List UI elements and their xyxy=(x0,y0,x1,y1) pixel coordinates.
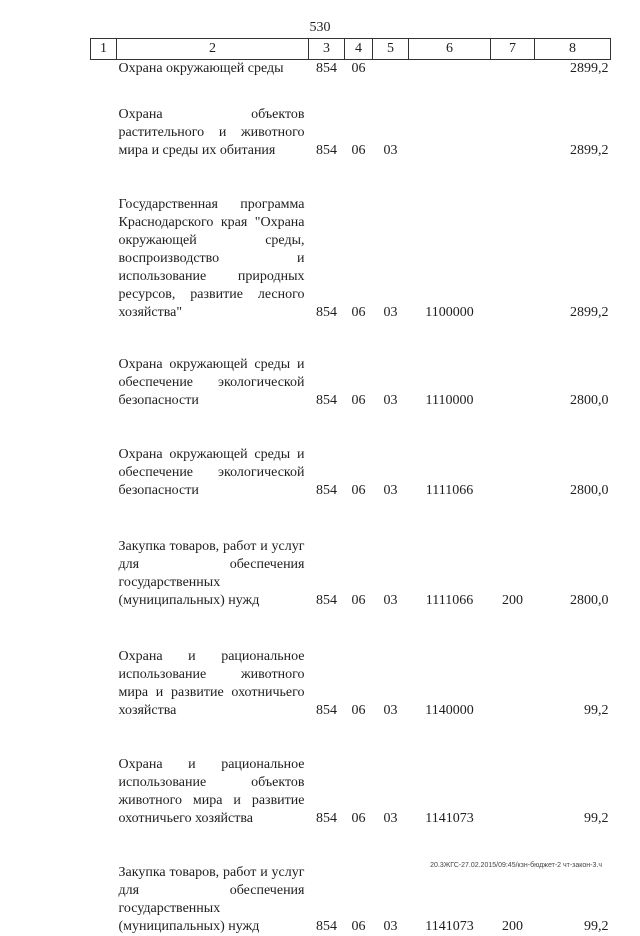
table-row xyxy=(91,648,611,720)
row-pr: 03 xyxy=(373,756,409,828)
row-pr: 03 xyxy=(373,648,409,720)
row-vr xyxy=(491,106,535,160)
row-ved: 854 xyxy=(309,648,345,720)
header-col-5: 5 xyxy=(373,39,409,60)
row-vr xyxy=(491,446,535,500)
budget-table xyxy=(90,38,611,936)
row-spacer xyxy=(91,500,611,538)
cell-empty xyxy=(91,756,117,828)
row-csr: 1140000 xyxy=(409,648,491,720)
row-pr: 03 xyxy=(373,196,409,322)
row-rz: 06 xyxy=(345,538,373,610)
row-csr: 1110000 xyxy=(409,356,491,410)
row-name: Закупка товаров, работ и услуг для обеспечения государственных (муниципальных) нужд xyxy=(117,864,309,936)
table-body xyxy=(91,60,611,936)
row-amount: 2800,0 xyxy=(535,538,611,610)
row-pr: 03 xyxy=(373,538,409,610)
cell-empty xyxy=(91,196,117,322)
table-row xyxy=(91,864,611,936)
row-vr xyxy=(491,60,535,79)
row-name: Охрана объектов растительного и животного мира и среды их обитания xyxy=(117,106,309,160)
row-spacer xyxy=(91,78,611,106)
row-ved: 854 xyxy=(309,864,345,936)
row-vr: 200 xyxy=(491,538,535,610)
table-row xyxy=(91,756,611,828)
row-rz: 06 xyxy=(345,446,373,500)
row-spacer xyxy=(91,160,611,196)
table-row xyxy=(91,60,611,79)
row-rz: 06 xyxy=(345,106,373,160)
row-rz: 06 xyxy=(345,356,373,410)
header-col-7: 7 xyxy=(491,39,535,60)
row-amount: 99,2 xyxy=(535,756,611,828)
row-amount: 2800,0 xyxy=(535,446,611,500)
cell-empty xyxy=(91,356,117,410)
row-csr: 1111066 xyxy=(409,446,491,500)
row-name: Государственная программа Краснодарского края "Охрана окружающей среды, воспроизводство и использование природных ресурсов, развитие лесного хозяйства" xyxy=(117,196,309,322)
row-name: Охрана окружающей среды и обеспечение экологической безопасности xyxy=(117,356,309,410)
table-row xyxy=(91,196,611,322)
row-name: Охрана окружающей среды и обеспечение экологической безопасности xyxy=(117,446,309,500)
row-ved: 854 xyxy=(309,106,345,160)
table-row xyxy=(91,106,611,160)
row-rz: 06 xyxy=(345,756,373,828)
header-col-6: 6 xyxy=(409,39,491,60)
cell-empty xyxy=(91,538,117,610)
row-csr: 1141073 xyxy=(409,864,491,936)
row-pr: 03 xyxy=(373,446,409,500)
row-pr xyxy=(373,60,409,79)
row-amount: 2899,2 xyxy=(535,106,611,160)
table-row xyxy=(91,356,611,410)
row-rz: 06 xyxy=(345,648,373,720)
row-csr xyxy=(409,60,491,79)
row-name: Охрана окружающей среды xyxy=(117,60,309,79)
table-row xyxy=(91,538,611,610)
row-pr: 03 xyxy=(373,356,409,410)
row-spacer xyxy=(91,720,611,756)
row-ved: 854 xyxy=(309,538,345,610)
row-ved: 854 xyxy=(309,446,345,500)
row-vr xyxy=(491,756,535,828)
cell-empty xyxy=(91,648,117,720)
row-vr xyxy=(491,196,535,322)
header-col-8: 8 xyxy=(535,39,611,60)
header-col-2: 2 xyxy=(117,39,309,60)
table-header xyxy=(91,39,611,60)
row-ved: 854 xyxy=(309,60,345,79)
row-amount: 2800,0 xyxy=(535,356,611,410)
row-name: Охрана и рациональное использование животного мира и развитие охотничьего хозяйства xyxy=(117,648,309,720)
header-col-4: 4 xyxy=(345,39,373,60)
cell-empty xyxy=(91,446,117,500)
row-pr: 03 xyxy=(373,106,409,160)
row-amount: 99,2 xyxy=(535,648,611,720)
row-name: Охрана и рациональное использование объектов животного мира и развитие охотничьего хозяйства xyxy=(117,756,309,828)
row-rz: 06 xyxy=(345,196,373,322)
footer-stamp: 20.3ЖГС-27.02.2015/09:45/кзн-бюджет-2 чт-закон-3.ч xyxy=(430,862,602,869)
cell-empty xyxy=(91,864,117,936)
row-amount: 2899,2 xyxy=(535,196,611,322)
row-spacer xyxy=(91,828,611,864)
row-vr xyxy=(491,648,535,720)
row-pr: 03 xyxy=(373,864,409,936)
row-vr: 200 xyxy=(491,864,535,936)
header-col-1: 1 xyxy=(91,39,117,60)
row-amount: 2899,2 xyxy=(535,60,611,79)
row-spacer xyxy=(91,410,611,446)
cell-empty xyxy=(91,60,117,79)
row-csr xyxy=(409,106,491,160)
row-csr: 1141073 xyxy=(409,756,491,828)
row-ved: 854 xyxy=(309,756,345,828)
header-col-3: 3 xyxy=(309,39,345,60)
table-row xyxy=(91,446,611,500)
row-amount: 99,2 xyxy=(535,864,611,936)
row-ved: 854 xyxy=(309,356,345,410)
row-rz: 06 xyxy=(345,60,373,79)
row-csr: 1111066 xyxy=(409,538,491,610)
row-spacer xyxy=(91,322,611,356)
row-spacer xyxy=(91,610,611,648)
cell-empty xyxy=(91,106,117,160)
row-vr xyxy=(491,356,535,410)
row-rz: 06 xyxy=(345,864,373,936)
row-ved: 854 xyxy=(309,196,345,322)
row-name: Закупка товаров, работ и услуг для обеспечения государственных (муниципальных) нужд xyxy=(117,538,309,610)
row-csr: 1100000 xyxy=(409,196,491,322)
page-number: 530 xyxy=(0,20,640,36)
